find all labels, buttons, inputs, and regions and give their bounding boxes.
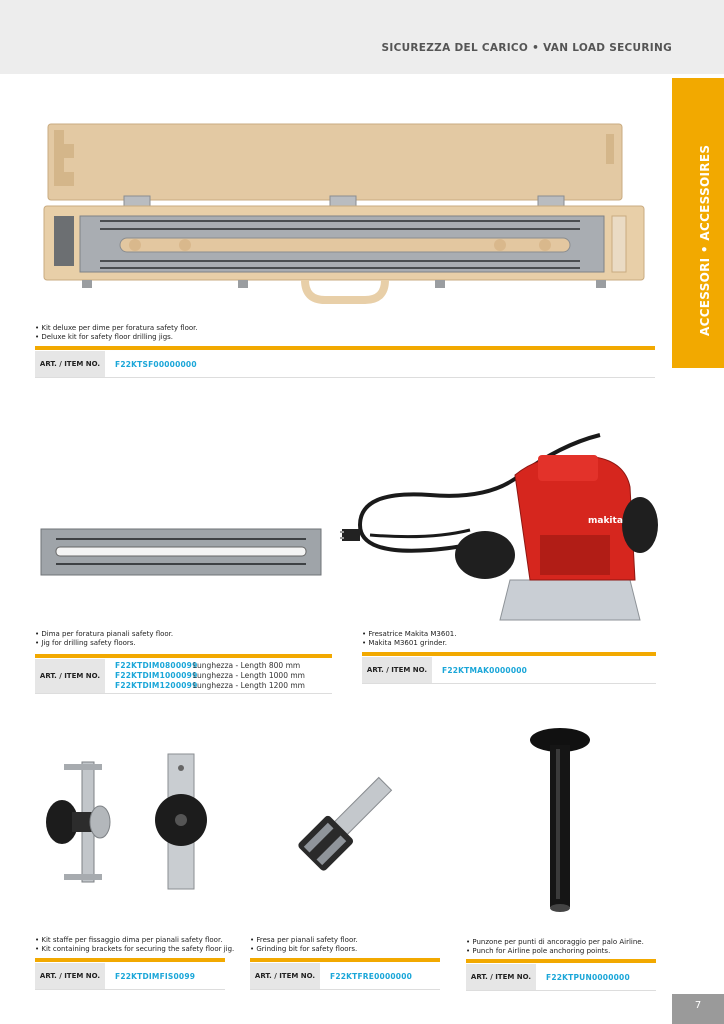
header-title: SICUREZZA DEL CARICO • VAN LOAD SECURING [381, 42, 672, 54]
art-item-label: ART. / ITEM NO. [35, 659, 105, 693]
item-code-1200: F22KTDIM1200099 [115, 681, 198, 690]
art-item-label: ART. / ITEM NO. [35, 351, 105, 377]
jig-item-row [35, 659, 332, 694]
item-code: F22KTDIMFIS0099 [115, 972, 196, 981]
page-number: 7 [694, 1000, 702, 1011]
brackets-desc-en: • Kit containing brackets for securing the safety floor jig. [35, 945, 235, 953]
bit-desc-en: • Grinding bit for safety floors. [250, 945, 358, 953]
item-code-1000: F22KTDIM1000099 [115, 671, 198, 680]
jig-desc-en: • Jig for drilling safety floors. [35, 639, 136, 647]
bit-accent-bar [250, 958, 440, 962]
router-desc-en: • Makita M3601 grinder. [362, 639, 447, 647]
brackets-description [35, 936, 234, 954]
deluxe-kit-case-image [40, 120, 652, 305]
item-length-800: Lunghezza - Length 800 mm [193, 661, 301, 670]
brackets-accent-bar [35, 958, 225, 962]
bit-desc-it: • Fresa per pianali safety floor. [250, 936, 358, 944]
drilling-jig-image [40, 528, 322, 578]
jig-accent-bar [35, 654, 332, 658]
item-code: F22KTMAK0000000 [442, 666, 528, 675]
page-number-box [672, 994, 724, 1024]
bit-description [250, 936, 358, 954]
kit-description [35, 324, 198, 342]
router-item-row [362, 657, 656, 684]
item-code: F22KTFRE0000000 [330, 972, 413, 981]
jig-description [35, 630, 173, 648]
jig-brackets-image [40, 752, 220, 892]
art-item-label: ART. / ITEM NO. [362, 657, 432, 683]
item-length-1200: Lunghezza - Length 1200 mm [193, 681, 305, 690]
page-header [0, 0, 724, 74]
router-desc-it: • Fresatrice Makita M3601. [362, 630, 457, 638]
makita-router-image [340, 405, 662, 635]
kit-item-row [35, 351, 655, 378]
router-accent-bar [362, 652, 656, 656]
kit-desc-en: • Deluxe kit for safety floor drilling jigs. [35, 333, 174, 341]
anchoring-punch-image [520, 725, 600, 917]
item-code: F22KTSF00000000 [115, 360, 197, 369]
punch-desc-en: • Punch for Airline pole anchoring points. [466, 947, 611, 955]
jig-desc-it: • Dima per foratura pianali safety floor. [35, 630, 174, 638]
item-code-800: F22KTDIM0800099 [115, 661, 198, 670]
router-brand-label: makita [588, 516, 623, 526]
art-item-label: ART. / ITEM NO. [466, 964, 536, 990]
bit-item-row [250, 963, 440, 990]
side-tab-label: ACCESSORI • ACCESSOIRES [698, 144, 712, 336]
grinding-bit-image [285, 772, 400, 882]
art-item-label: ART. / ITEM NO. [250, 963, 320, 989]
punch-accent-bar [466, 959, 656, 963]
kit-desc-it: • Kit deluxe per dime per foratura safety floor. [35, 324, 198, 332]
section-side-tab [672, 78, 724, 368]
punch-item-row [466, 964, 656, 991]
punch-description [466, 938, 644, 956]
router-description [362, 630, 456, 648]
kit-accent-bar [35, 346, 655, 350]
punch-desc-it: • Punzone per punti di ancoraggio per palo Airline. [466, 938, 644, 946]
brackets-desc-it: • Kit staffe per fissaggio dima per pianali safety floor. [35, 936, 223, 944]
brackets-item-row [35, 963, 225, 990]
item-length-1000: Lunghezza - Length 1000 mm [193, 671, 305, 680]
item-code: F22KTPUN0000000 [546, 973, 630, 982]
art-item-label: ART. / ITEM NO. [35, 963, 105, 989]
